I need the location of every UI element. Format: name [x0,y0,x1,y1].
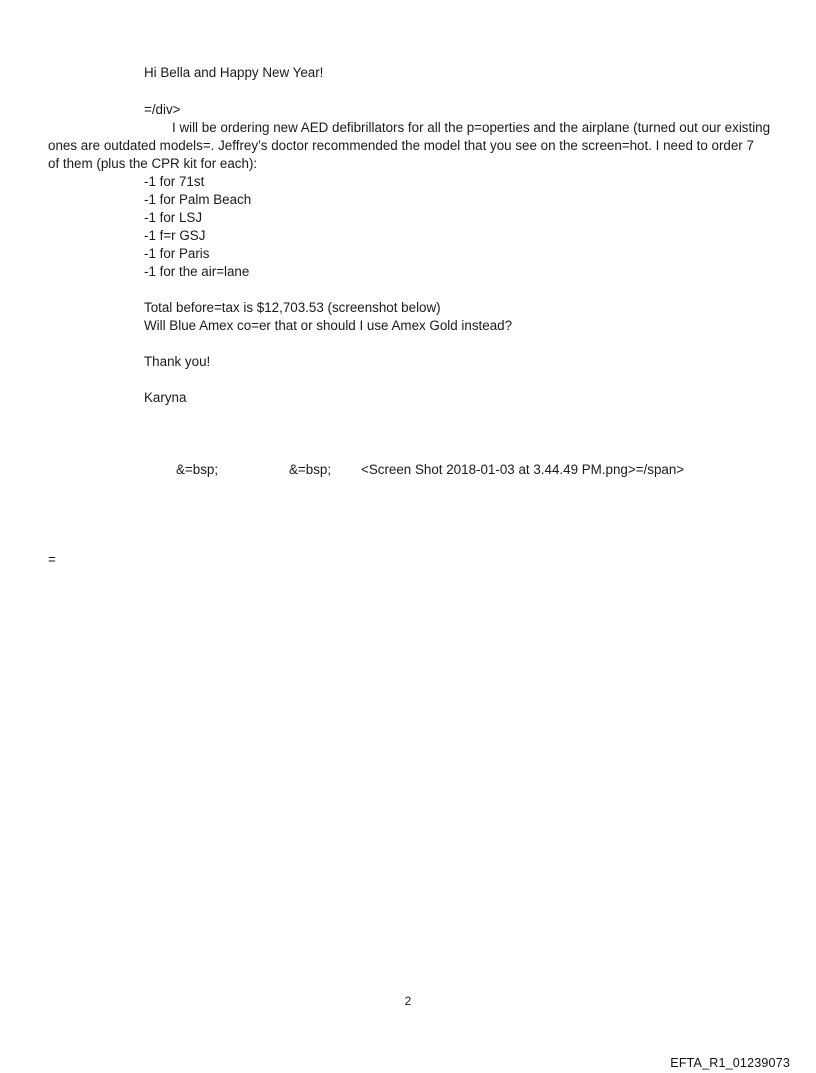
thanks-line: Thank you! [144,354,211,369]
question-line: Will Blue Amex co=er that or should I use Amex Gold instead? [144,318,513,333]
nbsp-artifact: &=bsp; [176,462,219,477]
total-line: Total before=tax is $12,703.53 (screenshot below) [144,300,441,315]
bates-number: EFTA_R1_01239073 [670,1056,790,1070]
body-line-2: ones are outdated models=. Jeffrey’s doctor recommended the model that you see on the screen=hot. I need to order 7 [48,138,754,153]
list-item: -1 f=r GSJ [144,228,206,243]
list-item: -1 for the air=lane [144,264,250,279]
list-item: -1 for Paris [144,246,210,261]
body-line-1: I will be ordering new AED defibrillators for all the p=operties and the airplane (turned out our existing [172,120,771,135]
list-item: -1 for 71st [144,174,205,189]
attachment-placeholder: <Screen Shot 2018-01-03 at 3.44.49 PM.png>=/span> [361,462,685,477]
body-line-3: of them (plus the CPR kit for each): [48,156,258,171]
nbsp-artifact: &=bsp; [289,462,332,477]
list-item: -1 for Palm Beach [144,192,252,207]
div-artifact: =/div> [144,102,181,117]
list-item: -1 for LSJ [144,210,203,225]
email-greeting: Hi Bella and Happy New Year! [144,65,324,80]
trailing-equals: = [48,552,56,567]
page-number: 2 [404,994,412,1008]
signature: Karyna [144,390,187,405]
